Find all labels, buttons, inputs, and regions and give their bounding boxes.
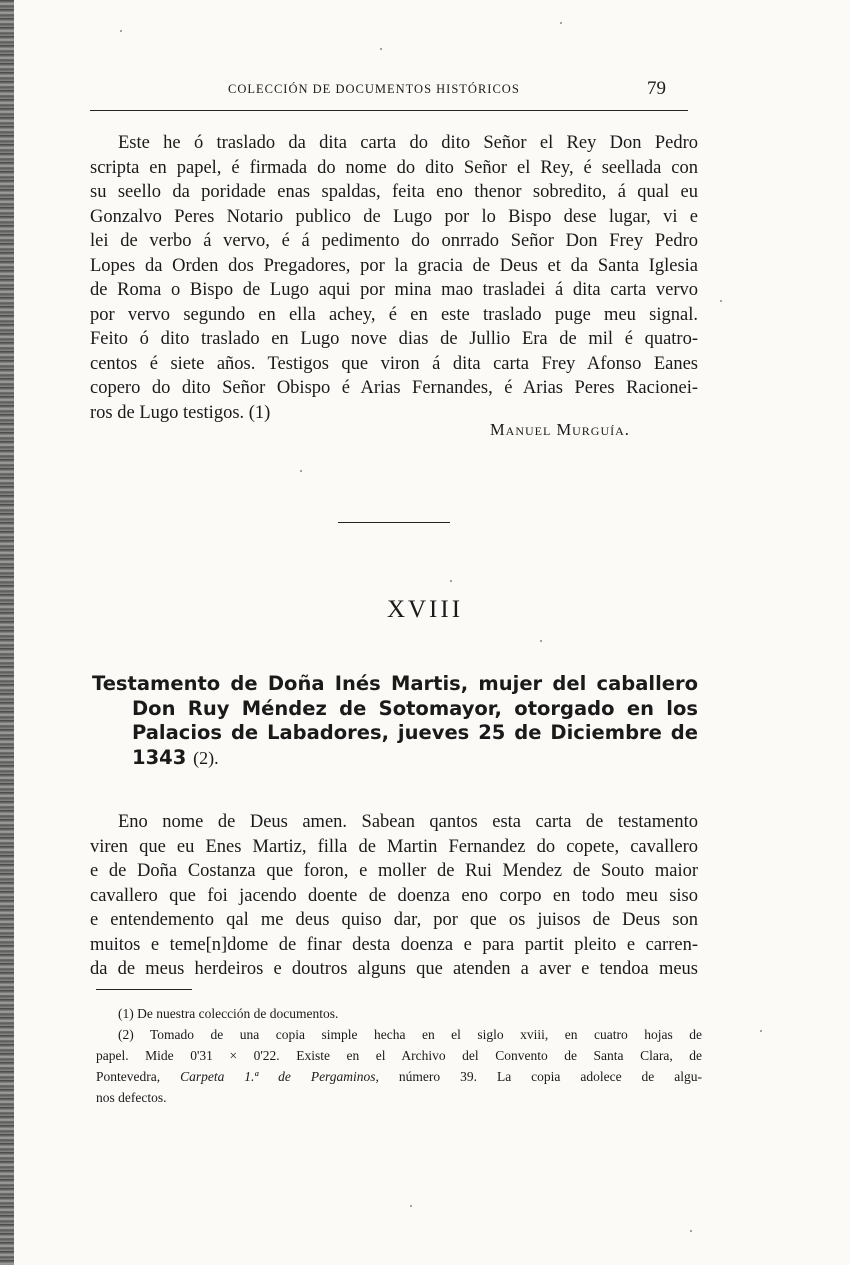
- text-line: scripta en papel, é firmada do nome do dito Señor el Rey, é seellada con: [90, 157, 698, 178]
- text-line: Gonzalvo Peres Notario publico de Lugo por lo Bispo dese lugar, vi e: [90, 206, 698, 227]
- text-line: su seello da poridade enas spaldas, feita eno thenor sobredito, á qual eu: [90, 182, 698, 202]
- paper-speck: [380, 48, 382, 50]
- paper-speck: [690, 1230, 692, 1232]
- title-line-last: [92, 746, 698, 771]
- footnote-italic: Carpeta 1.ª de Pergaminos,: [180, 1069, 379, 1084]
- document-title: [92, 672, 698, 770]
- text-line: Eno nome de Deus amen. Sabean qantos esta carta de testamento: [118, 812, 698, 832]
- footnote-divider: [96, 989, 192, 990]
- paper-speck: [120, 30, 122, 32]
- text-line: cavallero que foi jacendo doente de doenza eno corpo en todo meu siso: [90, 885, 698, 906]
- footnotes: [96, 1003, 702, 1108]
- paper-speck: [410, 1205, 412, 1207]
- text-line: lei de verbo á vervo, é á pedimento do onrrado Señor Don Frey Pedro: [90, 231, 698, 251]
- footnote-text: número 39. La copia adolece de algu-: [378, 1069, 702, 1084]
- text-line: Lopes da Orden dos Pregadores, por la gracia de Deus et da Santa Iglesia: [90, 255, 698, 276]
- text-line: centos é siete años. Testigos que viron á dita carta Frey Afonso Eanes: [90, 353, 698, 374]
- paragraph-testamento: [90, 810, 698, 982]
- paper-speck: [450, 580, 452, 582]
- title-year: 1343: [132, 745, 187, 769]
- paper-speck: [300, 470, 302, 472]
- footnote-2-line: papel. Mide 0'31 × 0'22. Existe en el Archivo del Convento de Santa Clara, de: [96, 1048, 702, 1063]
- author-signature: Manuel Murguía.: [490, 420, 630, 439]
- footnote-2-line: [96, 1066, 702, 1087]
- paper-speck: [540, 640, 542, 642]
- title-line: Don Ruy Méndez de Sotomayor, otorgado en los: [132, 696, 698, 720]
- text-line: viren que eu Enes Martiz, filla de Martin Fernandez do copete, cavallero: [90, 836, 698, 857]
- footnote-2-line: nos defectos.: [96, 1090, 167, 1105]
- running-head: COLECCIÓN DE DOCUMENTOS HISTÓRICOS: [228, 82, 520, 96]
- text-line: de Roma o Bispo de Lugo aqui por mina mao trasladei á dita carta vervo: [90, 280, 698, 300]
- text-line: ros de Lugo testigos. (1): [90, 402, 271, 423]
- title-line: Palacios de Labadores, jueves 25 de Diciembre de: [132, 721, 698, 744]
- section-divider: [338, 522, 450, 523]
- paper-speck: [560, 22, 562, 24]
- footnote-ref: (2).: [193, 747, 219, 768]
- text-line: e entendemento qal me deus quiso dar, por que os juisos de Deus son: [90, 910, 698, 930]
- footnote-text: Pontevedra,: [96, 1069, 181, 1084]
- text-line: copero do dito Señor Obispo é Arias Fernandes, é Arias Peres Racionei-: [90, 378, 698, 398]
- page-number: 79: [647, 78, 666, 99]
- title-line: Testamento de Doña Inés Martis, mujer del caballero: [92, 672, 698, 695]
- text-line: por vervo segundo en ella achey, é en este traslado puge meu signal.: [90, 304, 698, 325]
- paper-speck: [760, 1030, 762, 1032]
- page-binding-edge: [0, 0, 14, 1265]
- paragraph-traslado: [90, 131, 698, 425]
- footnote-2-line: (2) Tomado de una copia simple hecha en el siglo xviii, en cuatro hojas de: [118, 1027, 702, 1042]
- text-line: da de meus herdeiros e doutros alguns que atenden a aver e tendoa meus: [90, 959, 698, 979]
- section-number: XVIII: [386, 596, 464, 623]
- paper-speck: [720, 300, 722, 302]
- footnote-1: (1) De nuestra colección de documentos.: [118, 1006, 339, 1021]
- page-header: [90, 78, 688, 111]
- text-line: Feito ó dito traslado en Lugo nove dias de Jullio Era de mil é quatro-: [90, 329, 698, 349]
- text-line: Este he ó traslado da dita carta do dito Señor el Rey Don Pedro: [118, 133, 698, 153]
- text-line: e de Doña Costanza que foron, e moller de Rui Mendez de Souto maior: [90, 861, 698, 881]
- text-line: muitos e teme[n]dome de finar desta doenza e para partit pleito e carren-: [90, 934, 698, 955]
